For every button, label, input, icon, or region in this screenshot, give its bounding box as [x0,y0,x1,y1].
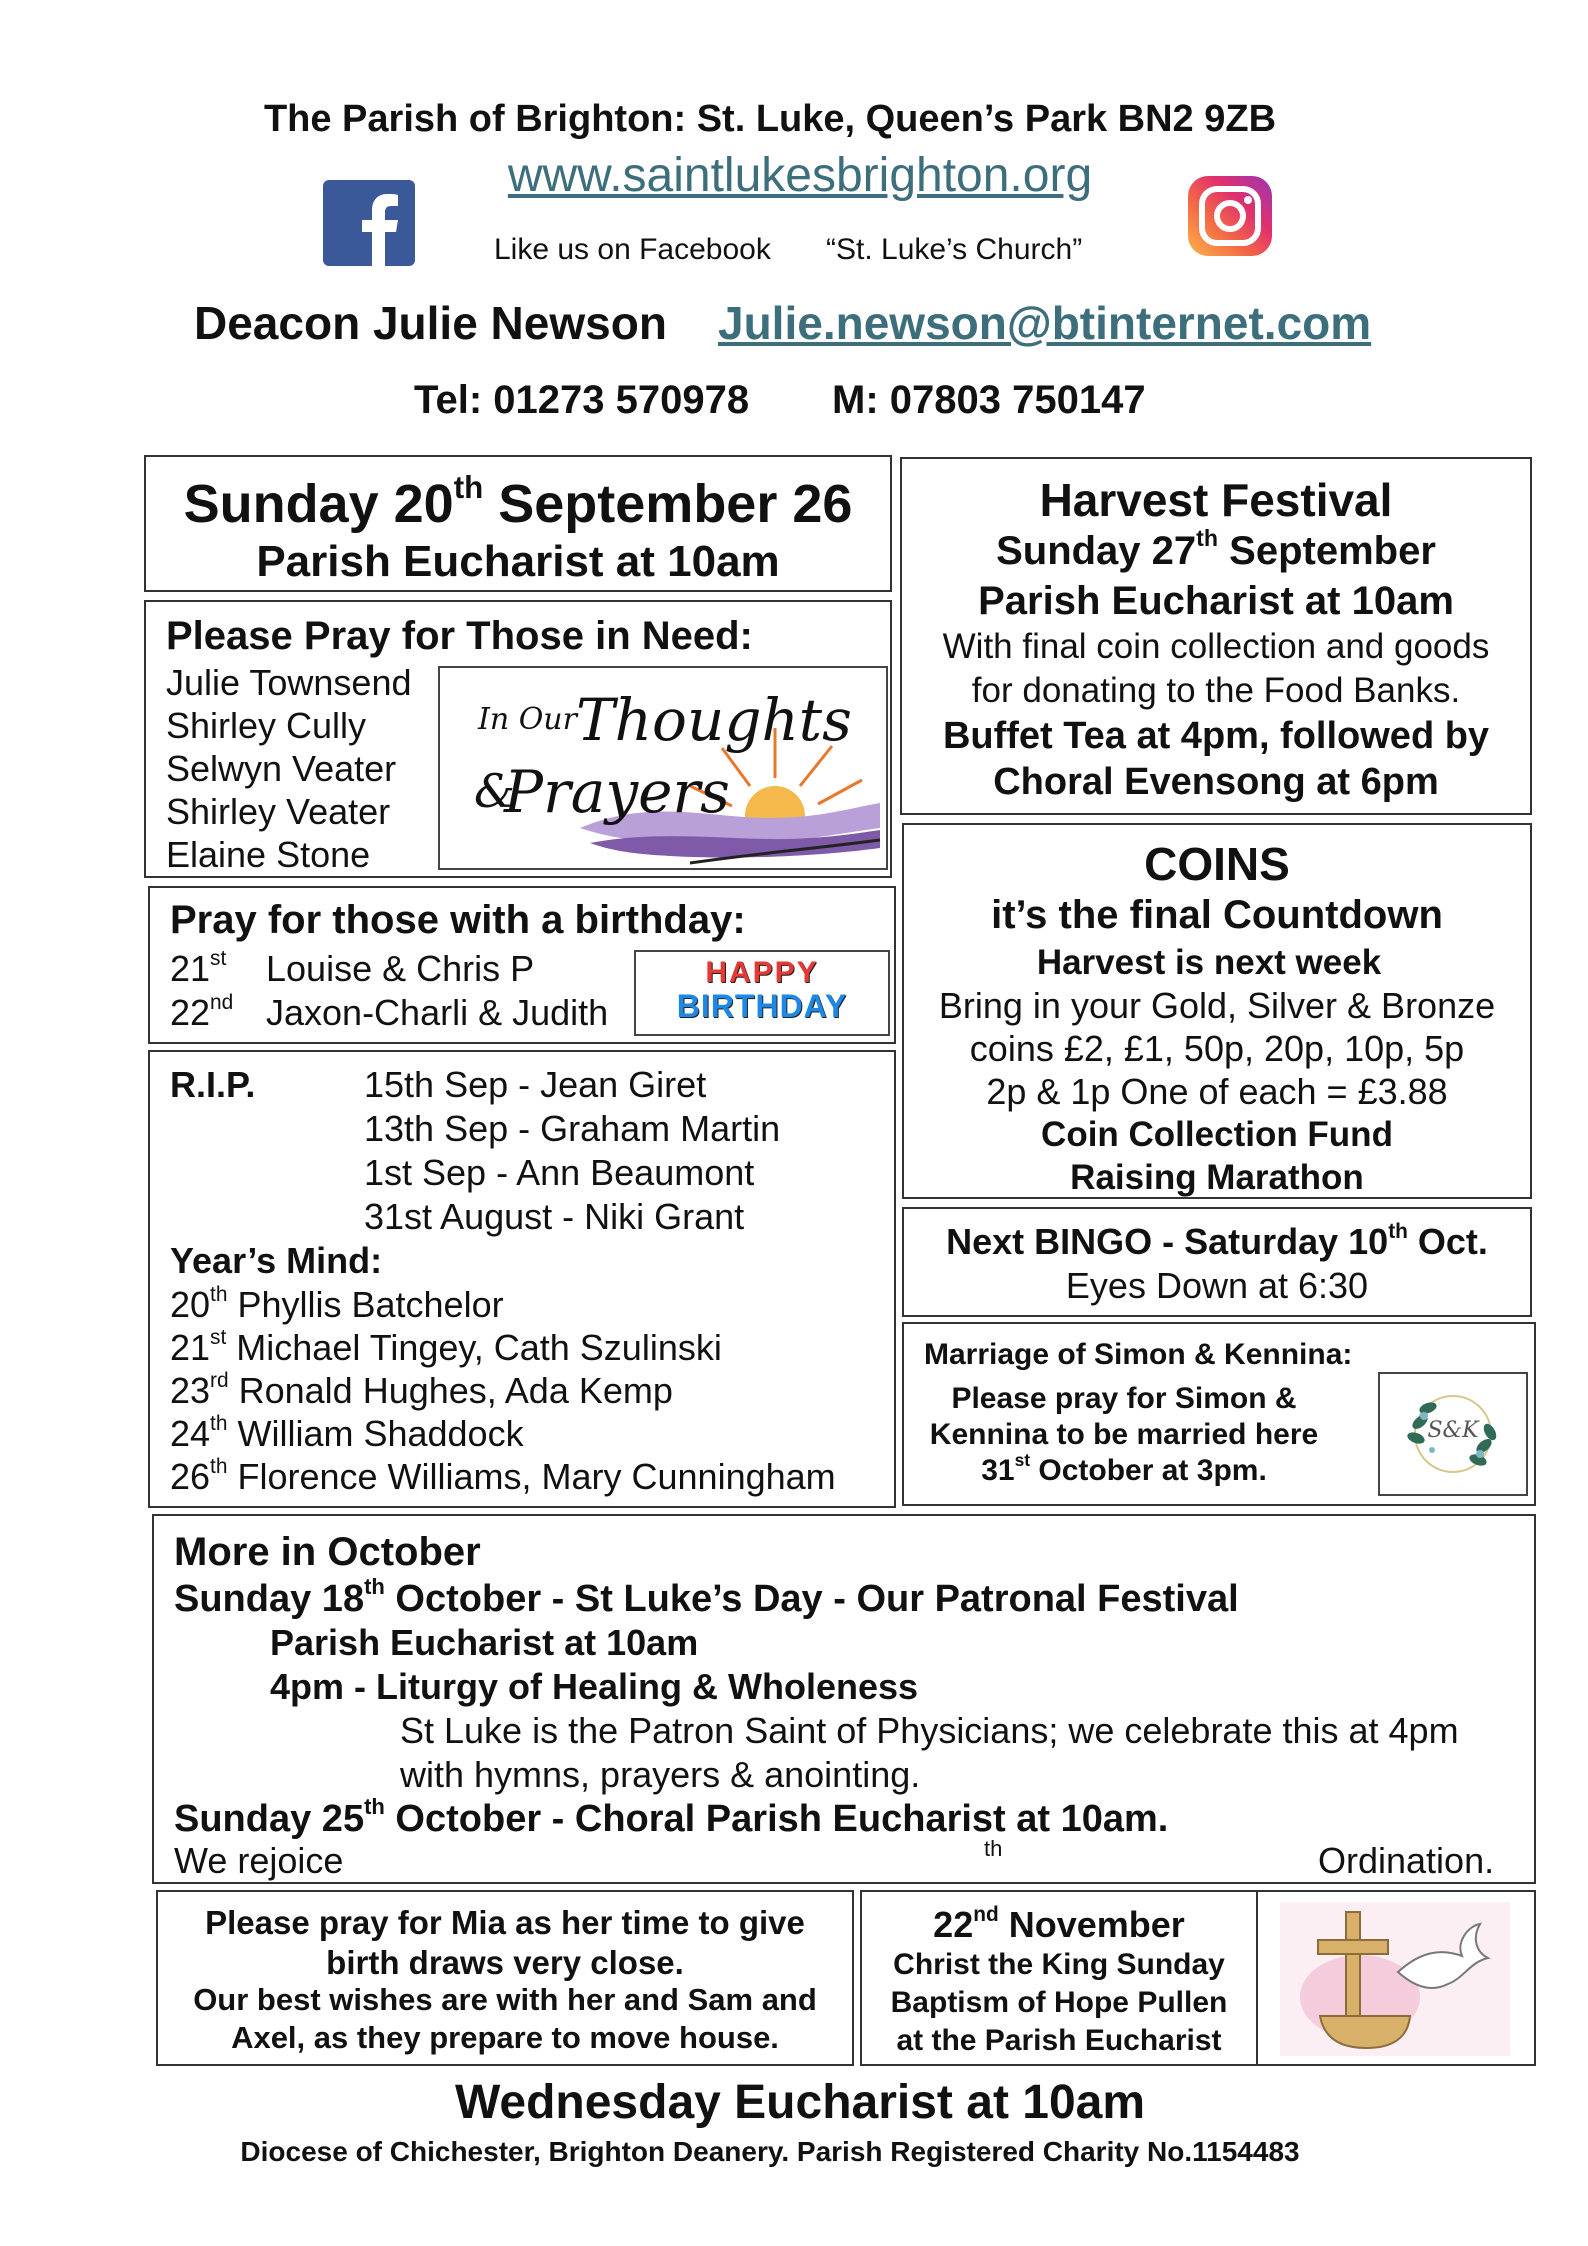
october-rejoice-sup: th [984,1836,1003,1861]
pray-need-name: Elaine Stone [166,834,371,875]
deacon-name: Deacon Julie Newson [194,297,667,349]
wreath-initials: S&K [1427,1418,1479,1443]
pray-need-name: Julie Townsend [166,662,412,703]
thoughts-line1: In Our [478,702,577,737]
harvest-title: Harvest Festival [1039,474,1393,526]
october-rejoice: We rejoice [174,1840,344,1881]
october-healing: 4pm - Liturgy of Healing & Wholeness [270,1666,919,1707]
birthday-names: Jaxon-Charli & Judith [266,992,609,1033]
november-box [860,1890,1536,2066]
years-mind-title: Year’s Mind: [170,1240,383,1281]
years-mind-item: 20th Phyllis Batchelor [170,1282,504,1325]
happy-text: HAPPY [705,956,819,989]
october-desc: St Luke is the Patron Saint of Physicians; we celebrate this at 4pm [400,1710,1459,1751]
birthday-day: 21st [170,946,227,989]
facebook-text: Like us on Facebook [494,233,771,266]
october-title: More in October [174,1530,481,1574]
birthday-title: Pray for those with a birthday: [170,898,746,942]
marriage-title: Marriage of Simon & Kennina: [924,1338,1353,1371]
instagram-icon[interactable] [1188,176,1272,256]
harvest-eucharist: Parish Eucharist at 10am [978,579,1454,623]
rip-item: 15th Sep - Jean Giret [364,1064,707,1105]
sunday-date: Sunday 20th September 26 [183,470,853,534]
deacon-email-link[interactable]: Julie.newson@btinternet.com [718,297,1372,349]
november-date: 22nd November [933,1902,1185,1945]
marriage-date: 31st October at 3pm. [981,1450,1267,1487]
birthday-day: 22nd [170,990,234,1033]
birthday-box [148,886,896,1044]
website-link-text[interactable]: www.saintlukesbrighton.org [507,149,1093,202]
bingo-title: Next BINGO - Saturday 10th Oct. [946,1219,1488,1262]
facebook-page-name: “St. Luke’s Church” [826,233,1083,266]
bingo-box [902,1207,1532,1317]
coins-title: COINS [1144,838,1290,890]
telephone: Tel: 01273 570978 [414,378,750,422]
mia-line: Please pray for Mia as her time to give [205,1904,805,1941]
wedding-wreath-image [1378,1372,1528,1496]
sunday-eucharist: Parish Eucharist at 10am [256,537,780,586]
coins-line: coins £2, £1, 50p, 20p, 10p, 5p [969,1028,1465,1069]
october-eucharist: Parish Eucharist at 10am [270,1622,699,1663]
sunday-service-box [144,455,892,592]
wednesday-eucharist: Wednesday Eucharist at 10am [454,2076,1146,2129]
pray-need-name: Shirley Cully [166,705,367,746]
coins-line: Harvest is next week [1036,943,1382,982]
pray-need-name: Shirley Veater [166,791,391,832]
coins-subtitle: it’s the final Countdown [991,893,1443,937]
october-st-lukes: Sunday 18th October - St Luke’s Day - Our Patronal Festival [174,1574,1239,1620]
cross-dove-icon [1280,1902,1510,2056]
years-mind-item: 24th William Shaddock [170,1411,524,1454]
coins-line: Coin Collection Fund [1041,1115,1393,1154]
rip-item: 13th Sep - Graham Martin [364,1108,781,1149]
facebook-icon[interactable] [323,180,415,266]
november-divider [1256,1892,1258,2064]
years-mind-item: 23rd Ronald Hughes, Ada Kemp [170,1368,673,1411]
rip-box [148,1050,896,1508]
thoughts-amp: & [474,764,515,818]
mia-line: birth draws very close. [326,1944,684,1981]
mobile: M: 07803 750147 [832,378,1146,422]
november-line: at the Parish Eucharist [896,2024,1222,2057]
prayers-word: Prayers [504,758,730,826]
thoughts-word: Thoughts [576,686,852,754]
marriage-line: Please pray for Simon & [951,1382,1297,1415]
harvest-tea: Buffet Tea at 4pm, followed by [942,715,1490,757]
october-box [152,1514,1536,1884]
coins-line: Raising Marathon [1070,1158,1364,1197]
deacon-email[interactable] [718,296,1371,350]
birthday-names: Louise & Chris P [266,948,535,989]
thoughts-prayers-image [438,666,888,870]
happy-birthday-image [634,950,890,1036]
rip-label: R.I.P. [170,1064,256,1105]
mia-line: Axel, as they prepare to move house. [231,2020,779,2055]
mia-line: Our best wishes are with her and Sam and [193,1982,817,2017]
mia-box [156,1890,854,2066]
bingo-time: Eyes Down at 6:30 [1065,1265,1369,1306]
pray-need-title: Please Pray for Those in Need: [166,614,753,658]
harvest-box [900,457,1532,815]
parish-heading: The Parish of Brighton: St. Luke, Queen’s Park BN2 9ZB [263,98,1277,140]
october-desc: with hymns, prayers & anointing. [400,1754,921,1795]
marriage-line: Kennina to be married here [929,1418,1319,1451]
rip-item: 1st Sep - Ann Beaumont [364,1152,755,1193]
years-mind-item: 26th Florence Williams, Mary Cunningham [170,1454,836,1497]
marriage-box [902,1322,1536,1506]
website-link[interactable] [400,148,1200,203]
pray-need-name: Selwyn Veater [166,748,397,789]
october-choral: Sunday 25th October - Choral Parish Eucharist at 10am. [174,1794,1169,1840]
rip-item: 31st August - Niki Grant [364,1196,745,1237]
years-mind-item: 21st Michael Tingey, Cath Szulinski [170,1325,722,1368]
diocese-footer: Diocese of Chichester, Brighton Deanery. Parish Registered Charity No.1154483 [240,2136,1300,2167]
coins-line: 2p & 1p One of each = £3.88 [986,1071,1448,1112]
november-line: Christ the King Sunday [893,1948,1225,1981]
harvest-desc: With final coin collection and goods [942,627,1490,666]
harvest-evensong: Choral Evensong at 6pm [993,761,1439,803]
pray-need-box [144,600,892,878]
coins-line: Bring in your Gold, Silver & Bronze [938,985,1496,1026]
october-ordination: Ordination. [1318,1840,1495,1881]
november-line: Baptism of Hope Pullen [890,1986,1228,2019]
harvest-date: Sunday 27th September [996,525,1436,573]
birthday-text: BIRTHDAY [676,988,848,1024]
harvest-desc: for donating to the Food Banks. [971,671,1461,710]
coins-box [902,823,1532,1199]
